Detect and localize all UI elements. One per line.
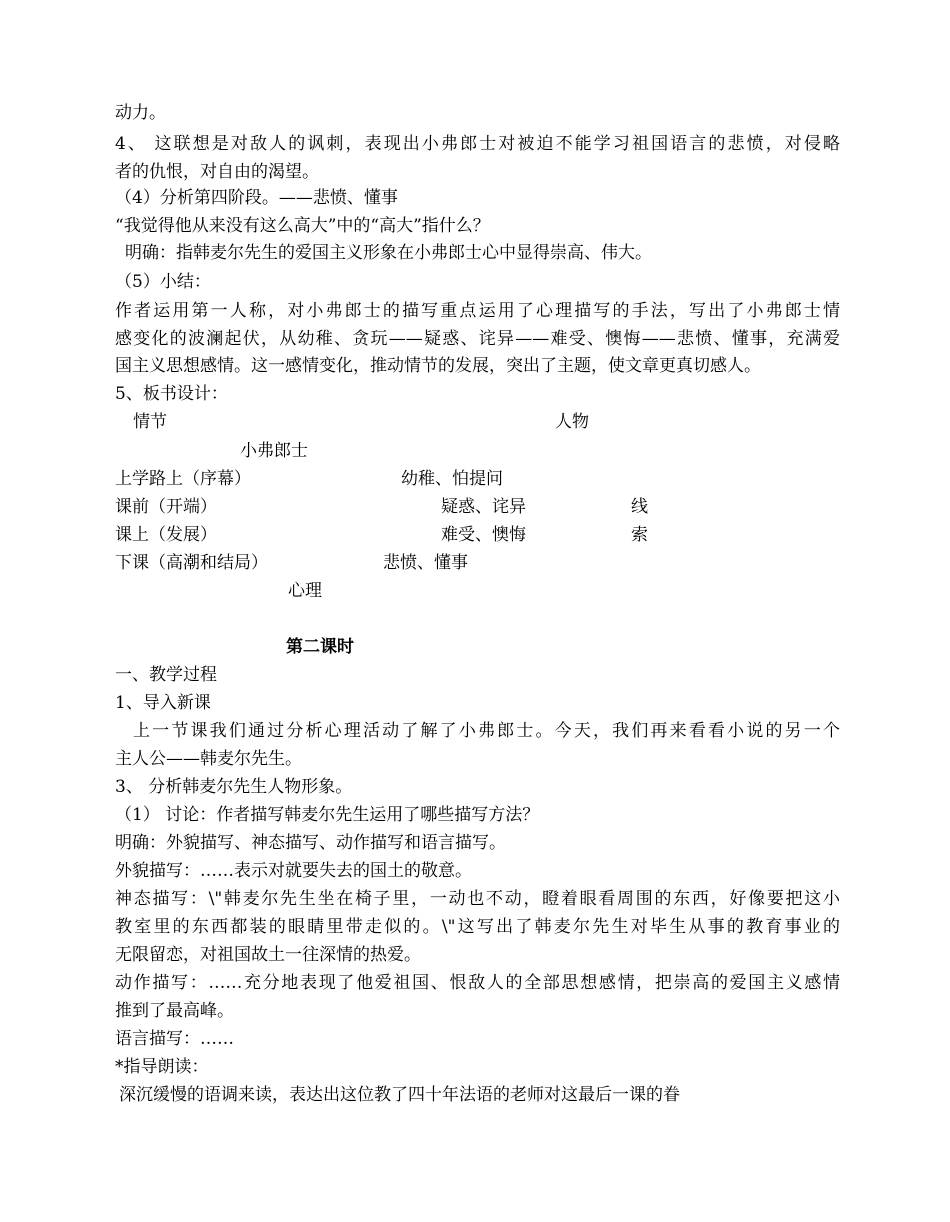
board-stage: 课前（开端） (115, 497, 217, 517)
text-line: 感变化的波澜起伏，从幼稚、贪玩——疑惑、诧异——难受、懊悔——悲愤、懂事，充满爱 (115, 329, 840, 349)
section-heading: 第二课时 (286, 637, 354, 657)
text-line: 1、导入新课 (115, 693, 211, 713)
board-feeling: 幼稚、怕提问 (401, 469, 503, 489)
text-line: 一、教学过程 (115, 665, 217, 685)
board-thread: 索 (631, 525, 648, 545)
text-line: 者的仇恨，对自由的渴望。 (115, 162, 319, 182)
text-line: 明确：指韩麦尔先生的爱国主义形象在小弗郎士心中显得崇高、伟大。 (125, 243, 652, 263)
text-line: （5）小结： (115, 272, 211, 292)
board-col-character: 人物 (555, 412, 589, 432)
board-stage: 下课（高潮和结局） (115, 553, 268, 573)
board-col-plot: 情节 (133, 412, 167, 432)
board-psychology: 心理 (288, 581, 322, 601)
text-line: 5、板书设计： (115, 384, 228, 404)
text-line: 4、 这联想是对敌人的讽刺，表现出小弗郎士对被迫不能学习祖国语言的悲愤，对侵略 (115, 134, 840, 154)
text-line: *指导朗读： (115, 1057, 209, 1077)
board-character-name: 小弗郎士 (240, 441, 308, 461)
board-thread: 线 (631, 497, 648, 517)
text-line: 教室里的东西都装的眼睛里带走似的。\"这写出了韩麦尔先生对毕生从事的教育事业的 (115, 917, 840, 937)
text-line: 上一节课我们通过分析心理活动了解了小弗郎士。今天，我们再来看看小说的另一个 (133, 721, 840, 741)
text-line: 神态描写：\"韩麦尔先生坐在椅子里，一动也不动，瞪着眼看周围的东西，好像要把这小 (115, 889, 840, 909)
text-line: （4）分析第四阶段。——悲愤、懂事 (115, 188, 398, 208)
text-line: 无限留恋，对祖国故土一往深情的热爱。 (115, 945, 421, 965)
text-line: 动作描写：……充分地表现了他爱祖国、恨敌人的全部思想感情，把崇高的爱国主义感情 (115, 973, 840, 993)
text-line: 外貌描写：……表示对就要失去的国土的敬意。 (115, 861, 472, 881)
text-line: 作者运用第一人称，对小弗郎士的描写重点运用了心理描写的手法，写出了小弗郎士情 (115, 301, 840, 321)
board-stage: 上学路上（序幕） (115, 469, 251, 489)
board-feeling: 疑惑、诧异 (441, 497, 526, 517)
text-line: 深沉缓慢的语调来读，表达出这位教了四十年法语的老师对这最后一课的眷 (119, 1085, 680, 1105)
text-line: 主人公——韩麦尔先生。 (115, 749, 302, 769)
text-line: 明确：外貌描写、神态描写、动作描写和语言描写。 (115, 833, 506, 853)
text-line: 动力。 (115, 103, 166, 123)
board-stage: 课上（发展） (115, 525, 217, 545)
text-line: 3、 分析韩麦尔先生人物形象。 (115, 777, 353, 797)
text-line: 推到了最高峰。 (115, 1001, 234, 1021)
text-line: （1） 讨论：作者描写韩麦尔先生运用了哪些描写方法？ (115, 805, 540, 825)
text-line: 国主义思想感情。这一感情变化，推动情节的发展，突出了主题，使文章更真切感人。 (115, 356, 761, 376)
text-line: “我觉得他从来没有这么高大”中的“高大”指什么？ (115, 216, 490, 236)
text-line: 语言描写：…… (115, 1029, 234, 1049)
board-feeling: 难受、懊悔 (441, 525, 526, 545)
board-feeling: 悲愤、懂事 (383, 553, 468, 573)
